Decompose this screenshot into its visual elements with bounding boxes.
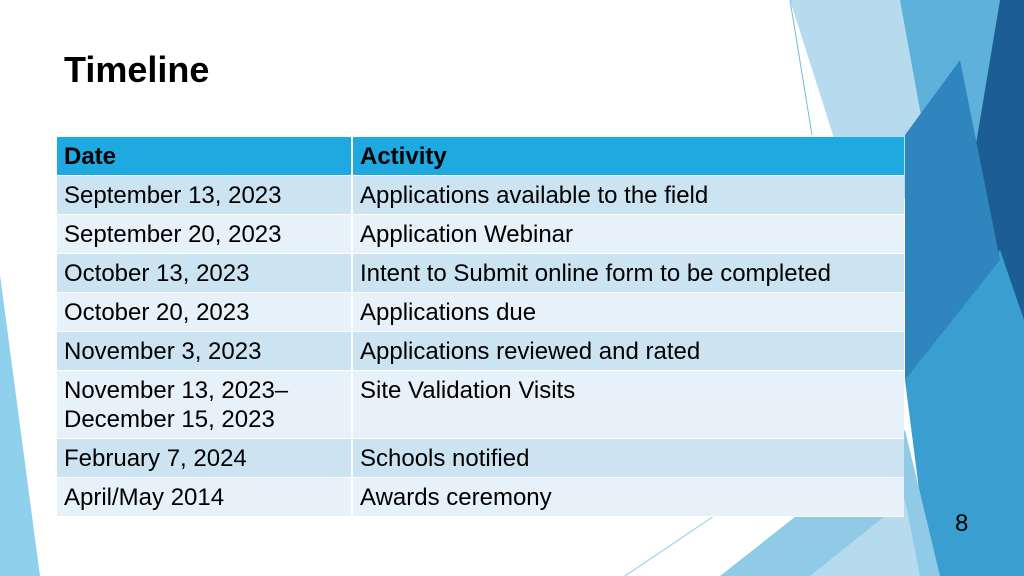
slide-title: Timeline: [64, 49, 210, 90]
date-cell: [57, 254, 352, 293]
date-text: September 20, 2023: [64, 221, 282, 248]
table-row: [57, 293, 904, 332]
date-text-end: December 15, 2023: [64, 406, 275, 433]
date-cell: [57, 293, 352, 332]
date-cell: [57, 215, 352, 254]
date-text: April/May 2014: [64, 484, 225, 511]
activity-cell: Applications available to the field: [352, 176, 904, 215]
decor-facet-left: [0, 275, 40, 576]
decor-line-2: [625, 512, 720, 576]
table-row: [57, 215, 904, 254]
table-row: [57, 439, 904, 478]
activity-cell: Applications reviewed and rated: [352, 332, 904, 371]
activity-cell: Awards ceremony: [352, 478, 904, 517]
table-row: [57, 478, 904, 517]
date-text: February 7, 2024: [64, 445, 247, 472]
table-header-row: [57, 137, 904, 176]
table-row: [57, 332, 904, 371]
date-cell: [57, 332, 352, 371]
date-text-start: November 13, 2023–: [64, 377, 289, 404]
date-cell: [57, 371, 352, 439]
activity-cell: Application Webinar: [352, 215, 904, 254]
activity-cell: Applications due: [352, 293, 904, 332]
date-text: October 13, 2023: [64, 260, 250, 287]
table-row: [57, 371, 904, 439]
date-cell: [57, 176, 352, 215]
header-date: Date: [57, 137, 352, 176]
table-row: [57, 176, 904, 215]
date-text: November 3, 2023: [64, 338, 262, 365]
activity-cell: Schools notified: [352, 439, 904, 478]
date-cell: [57, 439, 352, 478]
timeline-table: [57, 137, 904, 517]
date-text: October 20, 2023: [64, 299, 250, 326]
table-row: [57, 254, 904, 293]
activity-cell: Site Validation Visits: [352, 371, 904, 439]
date-text: September 13, 2023: [64, 182, 282, 209]
slide-number: 8: [955, 510, 969, 537]
activity-cell: Intent to Submit online form to be completed: [352, 254, 904, 293]
date-cell: [57, 478, 352, 517]
header-activity: Activity: [352, 137, 904, 176]
